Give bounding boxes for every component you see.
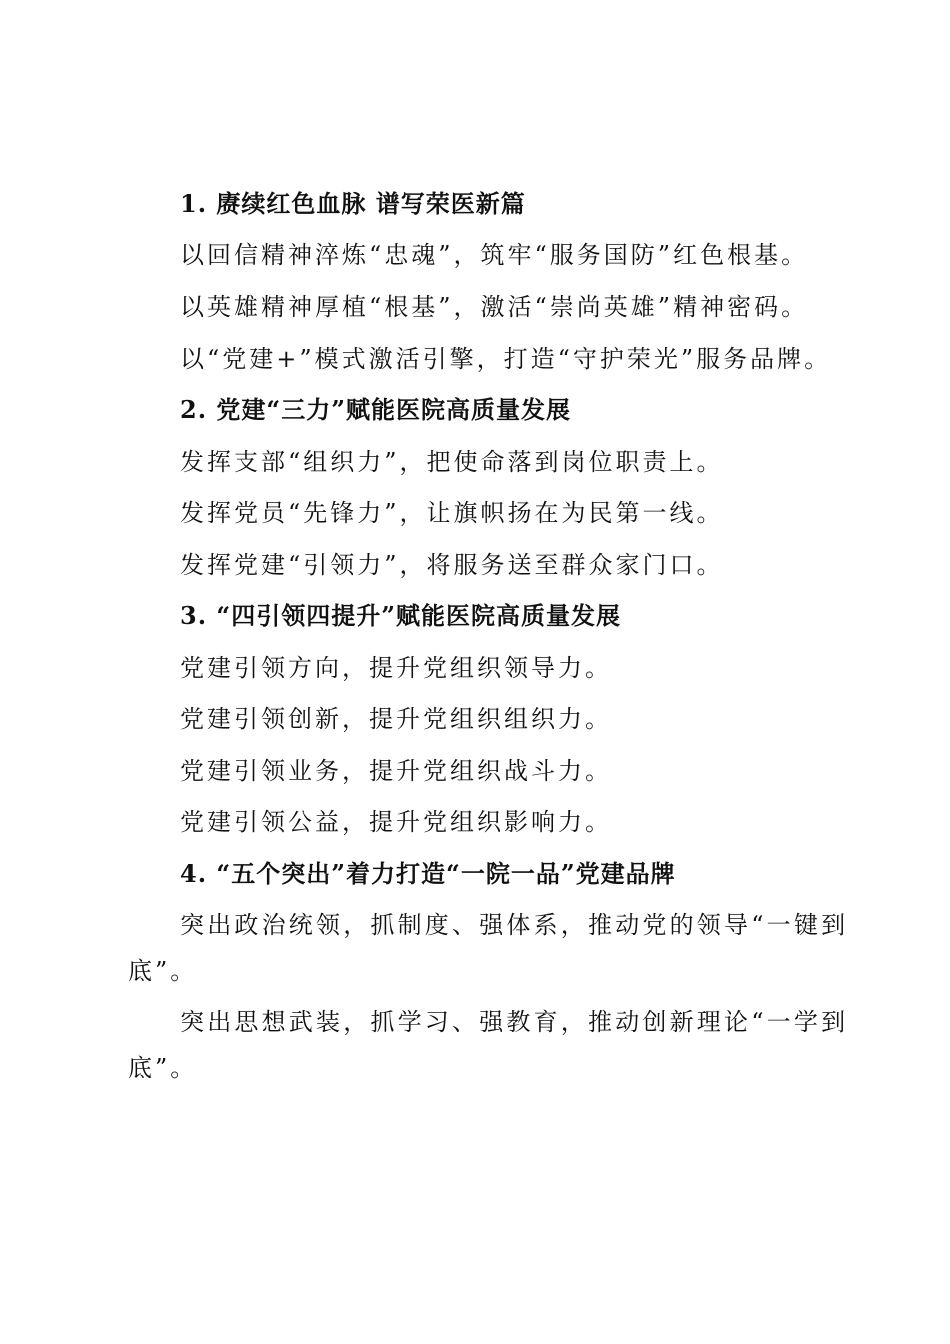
section-1-item-1: 以回信精神淬炼“忠魂”，筑牢“服务国防”红色根基。 — [180, 241, 809, 269]
section-heading-2: 2. 党建“三力”赋能医院高质量发展 — [180, 395, 572, 424]
section-4-item-2-line-2: 底”。 — [128, 1054, 198, 1082]
section-3-item-4: 党建引领公益，提升党组织影响力。 — [180, 808, 612, 836]
section-3-item-1: 党建引领方向，提升党组织领导力。 — [180, 654, 612, 682]
section-heading-4: 4. “五个突出”着力打造“一院一品”党建品牌 — [180, 859, 676, 888]
section-4-item-1-line-1: 突出政治统领，抓制度、强体系，推动党的领导“一键到 — [180, 911, 849, 939]
section-4-item-2-line-1: 突出思想武装，抓学习、强教育，推动创新理论“一学到 — [180, 1008, 849, 1036]
section-3-item-2: 党建引领创新，提升党组织组织力。 — [180, 705, 612, 733]
section-3-item-3: 党建引领业务，提升党组织战斗力。 — [180, 757, 612, 785]
section-1-item-2: 以英雄精神厚植“根基”，激活“崇尚英雄”精神密码。 — [180, 293, 809, 321]
section-2-item-3: 发挥党建“引领力”，将服务送至群众家门口。 — [180, 551, 724, 579]
section-heading-3: 3. “四引领四提升”赋能医院高质量发展 — [180, 601, 622, 630]
section-heading-1: 1. 赓续红色血脉 谱写荣医新篇 — [180, 189, 526, 218]
section-2-item-1: 发挥支部“组织力”，把使命落到岗位职责上。 — [180, 448, 724, 476]
section-1-item-3: 以“党建+”模式激活引擎，打造“守护荣光”服务品牌。 — [180, 345, 832, 373]
section-2-item-2: 发挥党员“先锋力”，让旗帜扬在为民第一线。 — [180, 499, 724, 527]
section-4-item-1-line-2: 底”。 — [128, 957, 198, 985]
